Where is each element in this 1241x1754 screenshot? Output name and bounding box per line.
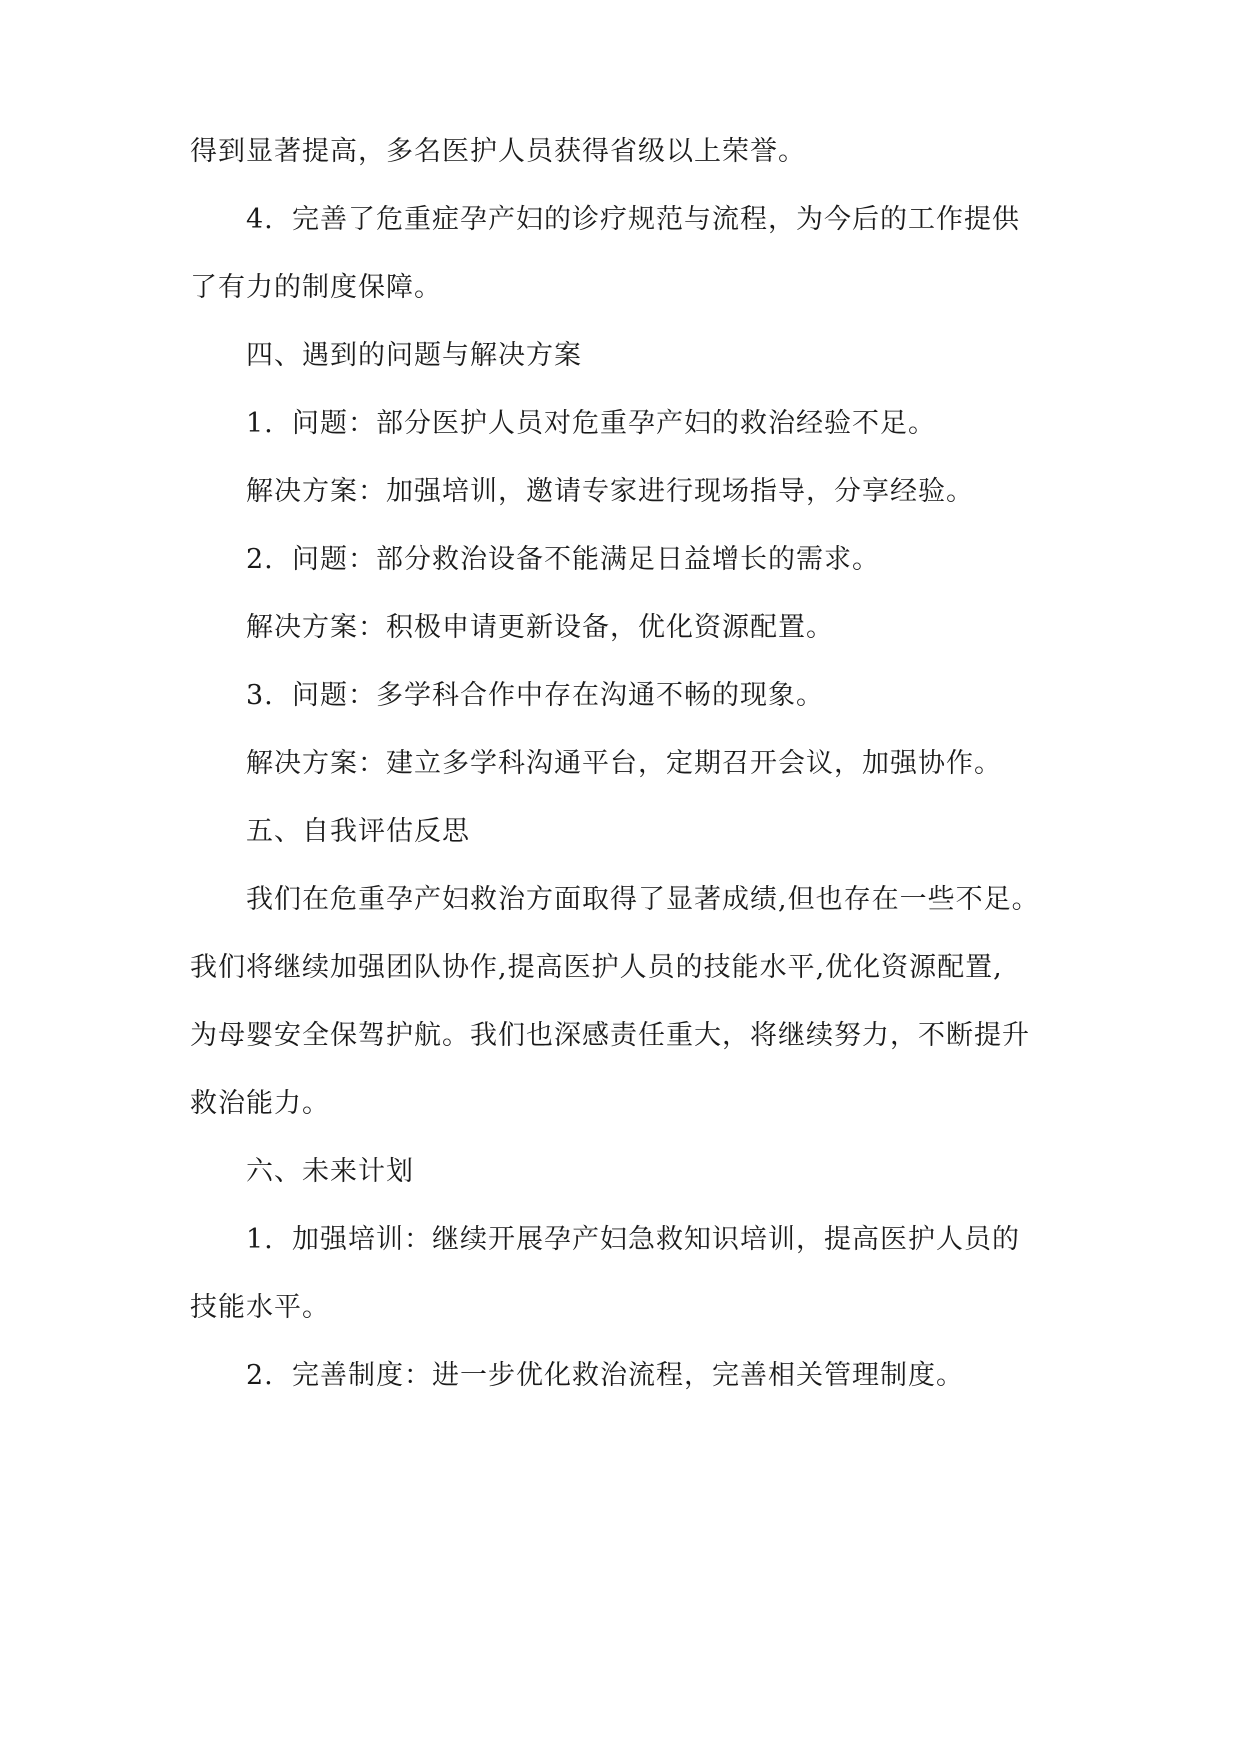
line-text: 解决方案：加强培训，邀请专家进行现场指导，分享经验。	[246, 476, 974, 507]
line-text: 问题：部分救治设备不能满足日益增长的需求。	[292, 544, 880, 575]
paragraph-line	[0, 1014, 1241, 1058]
list-number: 4.	[246, 204, 274, 235]
line-text: 救治能力。	[190, 1088, 330, 1119]
line-text: 解决方案：积极申请更新设备，优化资源配置。	[246, 612, 834, 643]
paragraph-line	[0, 1286, 1241, 1330]
line-text: 完善制度：进一步优化救治流程，完善相关管理制度。	[292, 1360, 964, 1391]
heading-text: 四、遇到的问题与解决方案	[246, 340, 582, 371]
paragraph-line	[0, 946, 1241, 990]
line-text: 完善了危重症孕产妇的诊疗规范与流程，为今后的工作提供	[292, 204, 1020, 235]
list-number: 3.	[246, 680, 274, 711]
line-text: 为母婴安全保驾护航。我们也深感责任重大，将继续努力，不断提升	[190, 1020, 1030, 1051]
section-heading-6	[0, 1150, 1241, 1194]
list-item-4	[0, 198, 1241, 242]
line-text: 我们在危重孕产妇救治方面取得了显著成绩,但也存在一些不足。	[246, 884, 1040, 915]
paragraph-line	[0, 878, 1241, 922]
solution-line-2	[0, 606, 1241, 650]
line-text: 我们将继续加强团队协作,提高医护人员的技能水平,优化资源配置,	[190, 952, 1003, 983]
line-text: 得到显著提高，多名医护人员获得省级以上荣誉。	[190, 136, 806, 167]
list-number: 1.	[246, 1224, 274, 1255]
list-number: 2.	[246, 1360, 274, 1391]
line-text: 了有力的制度保障。	[190, 272, 442, 303]
list-number: 1.	[246, 408, 274, 439]
list-item-plan-1	[0, 1218, 1241, 1262]
heading-text: 五、自我评估反思	[246, 816, 470, 847]
line-text: 解决方案：建立多学科沟通平台，定期召开会议，加强协作。	[246, 748, 1002, 779]
paragraph-line	[0, 130, 1241, 174]
list-item-problem-3	[0, 674, 1241, 718]
solution-line-3	[0, 742, 1241, 786]
line-text: 问题：部分医护人员对危重孕产妇的救治经验不足。	[292, 408, 936, 439]
list-number: 2.	[246, 544, 274, 575]
paragraph-line	[0, 266, 1241, 310]
list-item-problem-1	[0, 402, 1241, 446]
list-item-problem-2	[0, 538, 1241, 582]
section-heading-4	[0, 334, 1241, 378]
line-text: 加强培训：继续开展孕产妇急救知识培训，提高医护人员的	[292, 1224, 1020, 1255]
line-text: 技能水平。	[190, 1292, 330, 1323]
section-heading-5	[0, 810, 1241, 854]
paragraph-line	[0, 1082, 1241, 1126]
line-text: 问题：多学科合作中存在沟通不畅的现象。	[292, 680, 824, 711]
list-item-plan-2	[0, 1354, 1241, 1398]
heading-text: 六、未来计划	[246, 1156, 414, 1187]
solution-line-1	[0, 470, 1241, 514]
